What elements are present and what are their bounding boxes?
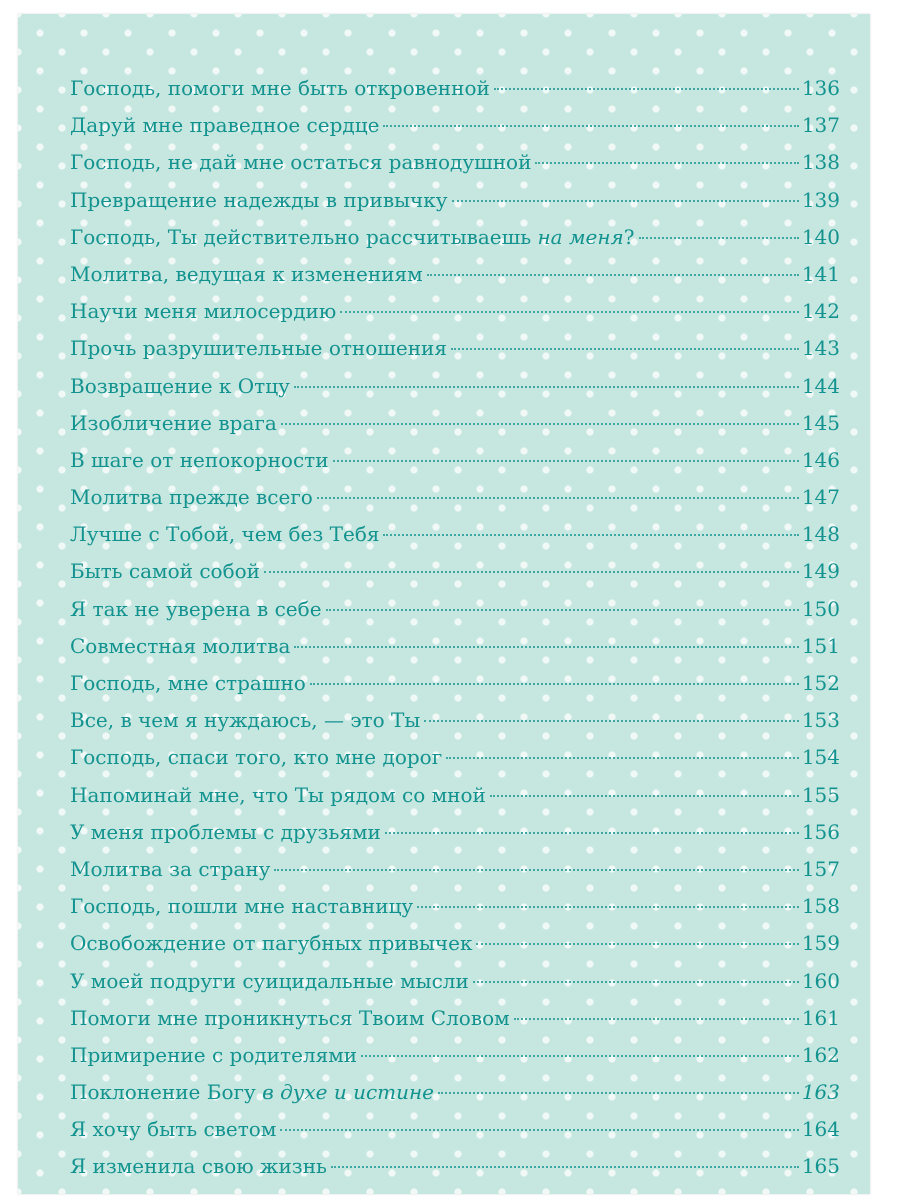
toc-entry-title-text: Господь, помоги мне быть откровенной	[70, 76, 490, 100]
toc-entry	[70, 553, 840, 590]
toc-entry	[70, 888, 840, 925]
toc-page-number: 137	[801, 113, 840, 138]
toc-leader-dots	[424, 720, 799, 722]
toc-page-number: 159	[801, 931, 840, 956]
toc-entry-title-text: В шаге от непокорности	[70, 447, 329, 472]
toc-entry-title	[70, 1148, 327, 1185]
toc-entry-title-text: У меня проблемы с друзьями	[70, 819, 381, 844]
toc-entry	[70, 442, 840, 479]
toc-entry-title	[70, 330, 447, 367]
toc-entry	[70, 330, 840, 367]
toc-page-number: 154	[801, 745, 840, 770]
toc-entry-title	[70, 442, 329, 479]
toc-entry	[70, 739, 840, 776]
toc-entry	[70, 368, 840, 405]
toc-leader-dots	[490, 795, 799, 797]
toc-entry-title-text: Все, в чем я нуждаюсь, — это Ты	[70, 708, 421, 733]
toc-leader-dots	[294, 386, 799, 388]
toc-page-number: 146	[801, 447, 840, 472]
toc-page-number: 163	[801, 1080, 840, 1105]
toc-entry	[70, 182, 840, 219]
toc-page-number: 142	[801, 299, 840, 324]
toc-leader-dots	[361, 1055, 799, 1057]
toc-entry-title	[70, 293, 336, 330]
toc-entry-title	[70, 925, 472, 962]
toc-entry-title-text: Я хочу быть светом	[70, 1117, 277, 1142]
toc-entry-title	[70, 1074, 434, 1111]
toc-entry-title-text: Поклонение Богу	[70, 1080, 263, 1105]
toc-entry-title-text: Лучше с Тобой, чем без Тебя	[70, 522, 380, 547]
toc-entry-title-text: Превращение надежды в привычку	[70, 187, 448, 212]
toc-leader-dots	[639, 237, 799, 239]
toc-entry-title	[70, 702, 420, 739]
toc-entry	[70, 925, 840, 962]
toc-entry-title-text: У моей подруги суицидальные мысли	[70, 968, 469, 993]
toc-page-number: 157	[801, 856, 840, 881]
toc-entry-title-text: Примирение с родителями	[70, 1042, 358, 1067]
toc-page-number: 148	[801, 522, 840, 547]
toc-entry-title-text: Молитва, ведущая к изменениям	[70, 261, 423, 286]
toc-entry	[70, 256, 840, 293]
toc-entry-title	[70, 888, 413, 925]
toc-entry	[70, 851, 840, 888]
toc-page-number: 164	[801, 1117, 840, 1142]
toc-page-number: 153	[801, 708, 840, 733]
toc-entry-title	[70, 144, 531, 181]
toc-entry-title-text: Совместная молитва	[70, 633, 291, 658]
toc-page-number: 150	[801, 596, 840, 621]
toc-entry-title	[70, 963, 469, 1000]
toc-entry-title-text: Даруй мне праведное сердце	[70, 113, 380, 138]
toc-entry-title-text: Изобличение врага	[70, 410, 277, 435]
toc-leader-dots	[274, 869, 798, 871]
toc-page-number: 156	[801, 819, 840, 844]
toc-leader-dots	[317, 497, 799, 499]
toc-entry	[70, 963, 840, 1000]
toc-page-number: 149	[801, 559, 840, 584]
toc-page-number: 165	[801, 1154, 840, 1179]
toc-page-number: 161	[801, 1005, 840, 1030]
toc-leader-dots	[333, 460, 799, 462]
toc-entry	[70, 1074, 840, 1111]
toc-entry-title-emphasis: в духе и истине	[262, 1080, 435, 1105]
toc-leader-dots	[476, 943, 798, 945]
book-page	[18, 14, 870, 1194]
toc-page-number: 160	[801, 968, 840, 993]
toc-entry-title	[70, 1037, 357, 1074]
toc-entry-title-text: Помоги мне проникнуться Твоим Словом	[70, 1005, 510, 1030]
toc-leader-dots	[452, 200, 799, 202]
toc-leader-dots	[427, 274, 799, 276]
toc-entry-title-text: Прочь разрушительные отношения	[70, 336, 448, 361]
toc-leader-dots	[383, 534, 798, 536]
toc-entry-title-text: Господь, спаси того, кто мне дорог	[70, 745, 443, 770]
toc-page-number: 145	[801, 410, 840, 435]
toc-entry-title	[70, 777, 486, 814]
toc-entry-title-suffix: ?	[623, 224, 635, 249]
toc-entry-title-text: Научи меня милосердию	[70, 299, 337, 324]
toc-entry	[70, 516, 840, 553]
toc-entry	[70, 591, 840, 628]
toc-leader-dots	[280, 1129, 798, 1131]
toc-entry-title-text: Господь, Ты действительно рассчитываешь	[70, 224, 538, 249]
toc-leader-dots	[310, 683, 799, 685]
toc-page-number: 139	[801, 187, 840, 212]
toc-entry	[70, 144, 840, 181]
toc-entry-title	[70, 256, 423, 293]
toc-entry-title-text: Молитва прежде всего	[70, 485, 313, 510]
toc-entry-title-text: Освобождение от пагубных привычек	[70, 931, 473, 956]
toc-entry-title	[70, 553, 260, 590]
toc-entry-title	[70, 107, 379, 144]
toc-leader-dots	[340, 311, 799, 313]
toc-entry	[70, 665, 840, 702]
toc-page-number: 140	[801, 224, 840, 249]
toc-entry-title	[70, 851, 270, 888]
toc-entry	[70, 1148, 840, 1185]
toc-leader-dots	[473, 981, 799, 983]
toc-entry	[70, 70, 840, 107]
toc-page-number: 147	[801, 485, 840, 510]
toc-entry-title-text: Господь, мне страшно	[70, 671, 306, 695]
toc-leader-dots	[514, 1018, 799, 1020]
toc-entry-title-text: Возвращение к Отцу	[70, 373, 290, 398]
toc-leader-dots	[294, 646, 798, 648]
toc-leader-dots	[417, 906, 799, 908]
toc-entry-title	[70, 628, 290, 665]
toc-entry	[70, 405, 840, 442]
toc-leader-dots	[535, 162, 798, 164]
toc-entry	[70, 1111, 840, 1148]
toc-entry-title	[70, 739, 442, 776]
toc-entry-title	[70, 665, 306, 702]
toc-entry	[70, 777, 840, 814]
toc-page-number: 144	[801, 373, 840, 398]
toc-entry-title-text: Я так не уверена в себе	[70, 596, 322, 621]
toc-page-number: 151	[801, 633, 840, 658]
toc-leader-dots	[326, 609, 799, 611]
toc-leader-dots	[446, 757, 799, 759]
toc-page-number: 158	[801, 894, 840, 919]
toc-entry-title-text: Я изменила свою жизнь	[70, 1154, 327, 1179]
toc-page-number: 143	[801, 336, 840, 361]
toc-entry-title	[70, 814, 381, 851]
toc-entry-title	[70, 405, 277, 442]
toc-entry-title-text: Быть самой собой	[70, 559, 260, 584]
toc-entry-title-text: Господь, пошли мне наставницу	[70, 894, 414, 919]
toc-entry	[70, 479, 840, 516]
toc-entry	[70, 814, 840, 851]
toc-leader-dots	[494, 88, 799, 90]
toc-entry-title-text: Молитва за страну	[70, 856, 271, 881]
toc-entry-title	[70, 70, 490, 107]
toc-leader-dots	[281, 423, 799, 425]
toc-page-number: 136	[801, 76, 840, 100]
toc-entry-title	[70, 479, 313, 516]
toc-entry-title	[70, 219, 635, 256]
toc-leader-dots	[331, 1166, 799, 1168]
toc-leader-dots	[385, 832, 799, 834]
toc-entry-title-text: Господь, не дай мне остаться равнодушной	[70, 150, 532, 175]
toc-entry-title	[70, 516, 379, 553]
toc-entry	[70, 1000, 840, 1037]
toc-entry-title	[70, 1000, 510, 1037]
toc-leader-dots	[451, 348, 799, 350]
toc-entry	[70, 219, 840, 256]
toc-page-number: 138	[801, 150, 840, 175]
toc-entry-title	[70, 591, 322, 628]
toc-entry	[70, 702, 840, 739]
toc-entry-title	[70, 182, 448, 219]
toc-page-number: 152	[801, 671, 840, 695]
toc-entry	[70, 628, 840, 665]
toc-entry	[70, 107, 840, 144]
toc-entry-title	[70, 1111, 276, 1148]
table-of-contents	[70, 70, 840, 1186]
toc-page-number: 162	[801, 1042, 840, 1067]
toc-page-number: 141	[801, 261, 840, 286]
toc-leader-dots	[438, 1092, 799, 1094]
toc-page-number: 155	[801, 782, 840, 807]
toc-entry	[70, 1037, 840, 1074]
toc-leader-dots	[264, 571, 799, 573]
toc-entry	[70, 293, 840, 330]
toc-leader-dots	[383, 125, 798, 127]
toc-entry-title-emphasis: на меня	[537, 224, 624, 249]
toc-entry-title-text: Напоминай мне, что Ты рядом со мной	[70, 782, 486, 807]
toc-entry-title	[70, 368, 290, 405]
